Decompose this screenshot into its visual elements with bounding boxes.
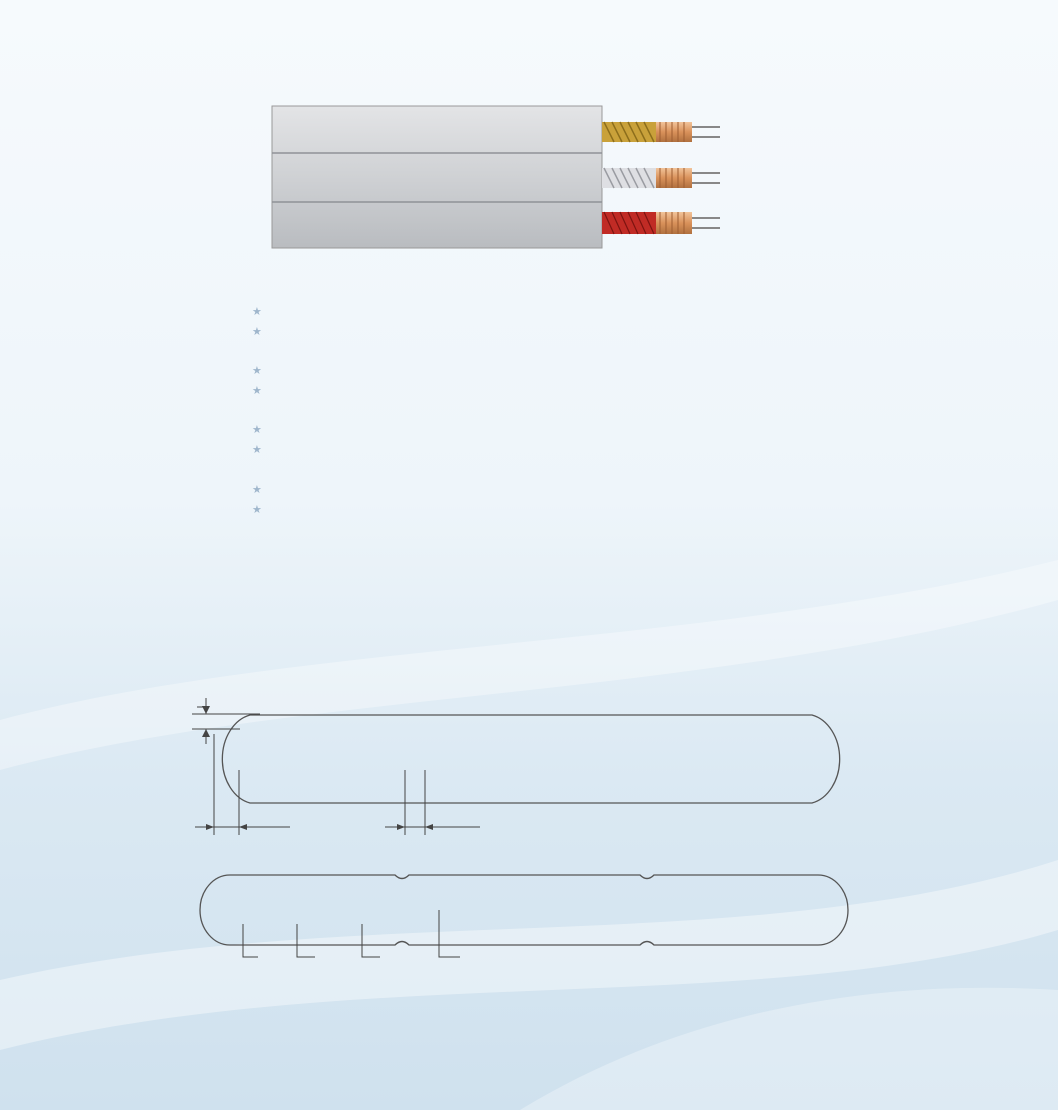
dimension-lines — [192, 698, 480, 835]
spec-characteristic — [252, 361, 266, 401]
star-icon: ★ — [252, 444, 262, 456]
spec-rated-voltage — [252, 420, 266, 460]
cable-photo — [268, 104, 728, 250]
star-icon: ★ — [252, 484, 262, 496]
callout-leaders — [243, 910, 460, 957]
star-icon: ★ — [252, 424, 262, 436]
star-icon: ★ — [252, 306, 262, 318]
star-icon: ★ — [252, 504, 262, 516]
star-icon: ★ — [252, 385, 262, 397]
star-icon: ★ — [252, 365, 262, 377]
spec-standard — [252, 480, 266, 520]
cable-outline-round — [222, 715, 839, 803]
structure-diagram — [0, 660, 1058, 980]
star-icon: ★ — [252, 326, 262, 338]
spec-purpose — [252, 302, 266, 342]
